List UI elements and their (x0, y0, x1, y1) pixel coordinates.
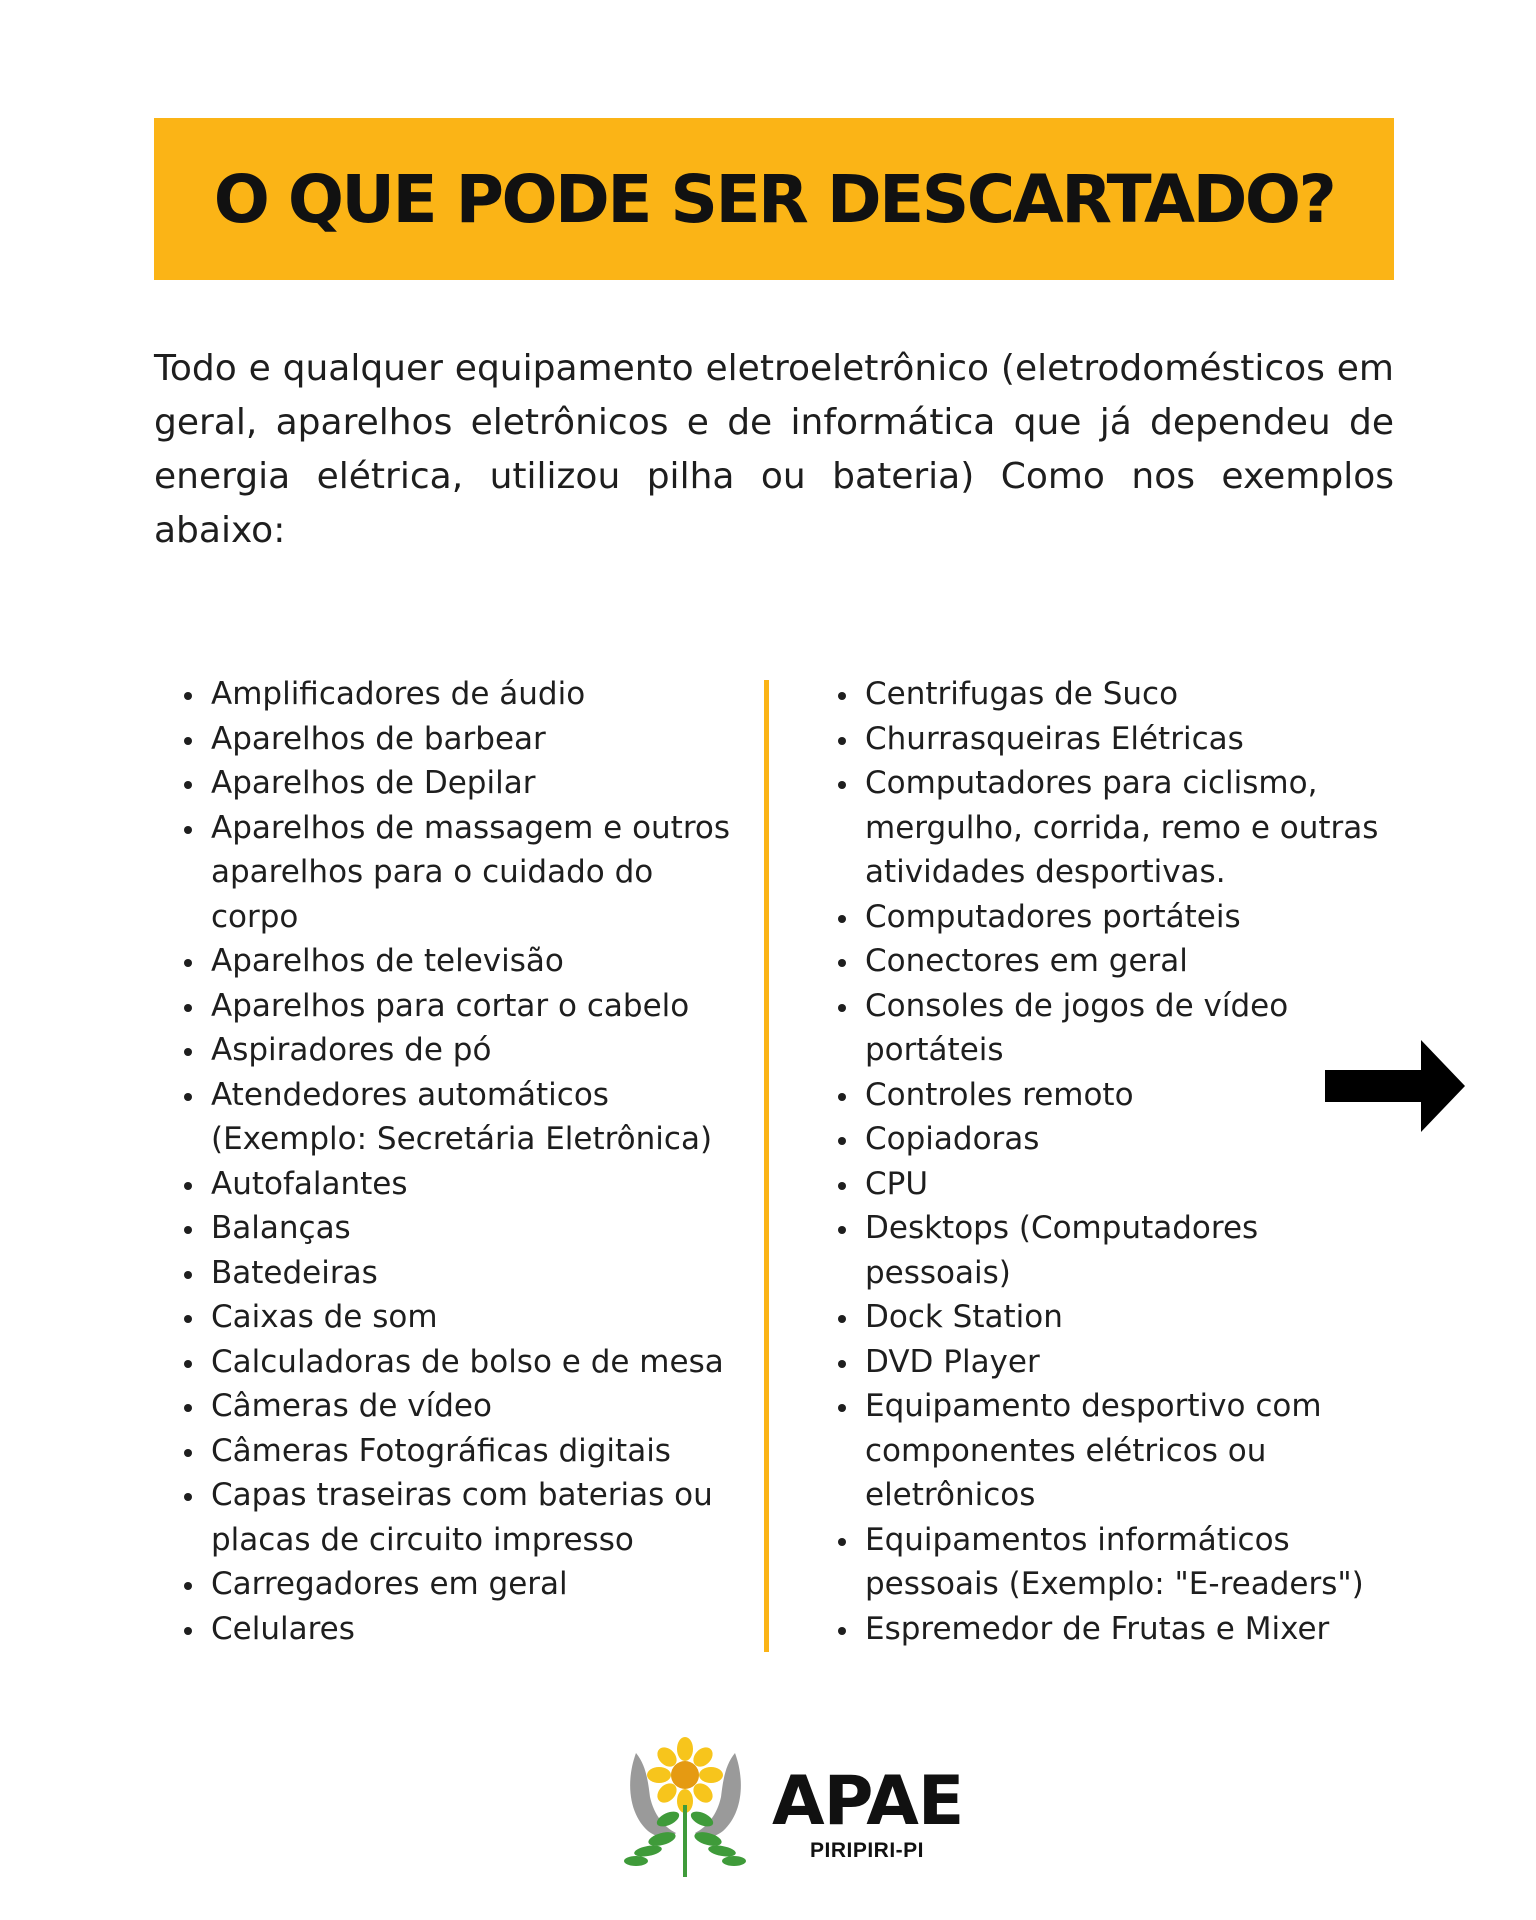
list-item: Controles remoto (838, 1073, 1398, 1118)
page-title: O QUE PODE SER DESCARTADO? (213, 160, 1335, 238)
list-item: Churrasqueiras Elétricas (838, 717, 1398, 762)
list-item: Atendedores automáticos (Exemplo: Secretária Eletrônica) (184, 1073, 744, 1162)
list-item: Amplificadores de áudio (184, 672, 744, 717)
list-item: Aparelhos para cortar o cabelo (184, 984, 744, 1029)
list-item: Celulares (184, 1607, 744, 1652)
list-item: Balanças (184, 1206, 744, 1251)
list-item: Câmeras de vídeo (184, 1384, 744, 1429)
org-name: APAE (772, 1762, 964, 1841)
list-item: Consoles de jogos de vídeo portáteis (838, 984, 1398, 1073)
list-item: Batedeiras (184, 1251, 744, 1296)
list-item: Aparelhos de televisão (184, 939, 744, 984)
list-item: Autofalantes (184, 1162, 744, 1207)
intro-paragraph: Todo e qualquer equipamento eletroeletrônico (eletrodomésticos em geral, aparelhos eletrônicos e de informática que já dependeu de energia elétrica, utilizou pilha ou bateria) Como nos exemplos abaixo: (154, 348, 1394, 551)
title-banner (154, 118, 1394, 280)
list-item: Computadores portáteis (838, 895, 1398, 940)
list-item: Centrifugas de Suco (838, 672, 1398, 717)
arrow-right-icon[interactable] (1325, 1040, 1465, 1132)
list-item: Capas traseiras com baterias ou placas de circuito impresso (184, 1473, 744, 1562)
list-item: Carregadores em geral (184, 1562, 744, 1607)
sunflower-hands-logo (618, 1735, 753, 1885)
list-item: Computadores para ciclismo, mergulho, corrida, remo e outras atividades desportivas. (838, 761, 1398, 895)
list-item: Copiadoras (838, 1117, 1398, 1162)
list-item: Aparelhos de barbear (184, 717, 744, 762)
list-item: Calculadoras de bolso e de mesa (184, 1340, 744, 1385)
list-item: Desktops (Computadores pessoais) (838, 1206, 1398, 1295)
list-item: Câmeras Fotográficas digitais (184, 1429, 744, 1474)
list-item: Aparelhos de Depilar (184, 761, 744, 806)
column-divider (764, 680, 769, 1652)
list-item: Espremedor de Frutas e Mixer (838, 1607, 1398, 1652)
items-list-left (184, 672, 744, 1651)
list-item: Conectores em geral (838, 939, 1398, 984)
list-item: Aspiradores de pó (184, 1028, 744, 1073)
list-item: Caixas de som (184, 1295, 744, 1340)
list-item: Aparelhos de massagem e outros aparelhos para o cuidado do corpo (184, 806, 744, 940)
list-item: DVD Player (838, 1340, 1398, 1385)
list-item: CPU (838, 1162, 1398, 1207)
list-item: Dock Station (838, 1295, 1398, 1340)
list-item: Equipamentos informáticos pessoais (Exemplo: "E-readers") (838, 1518, 1398, 1607)
items-list-right (838, 672, 1398, 1651)
list-item: Equipamento desportivo com componentes elétricos ou eletrônicos (838, 1384, 1398, 1518)
org-city: PIRIPIRI-PI (810, 1839, 925, 1862)
